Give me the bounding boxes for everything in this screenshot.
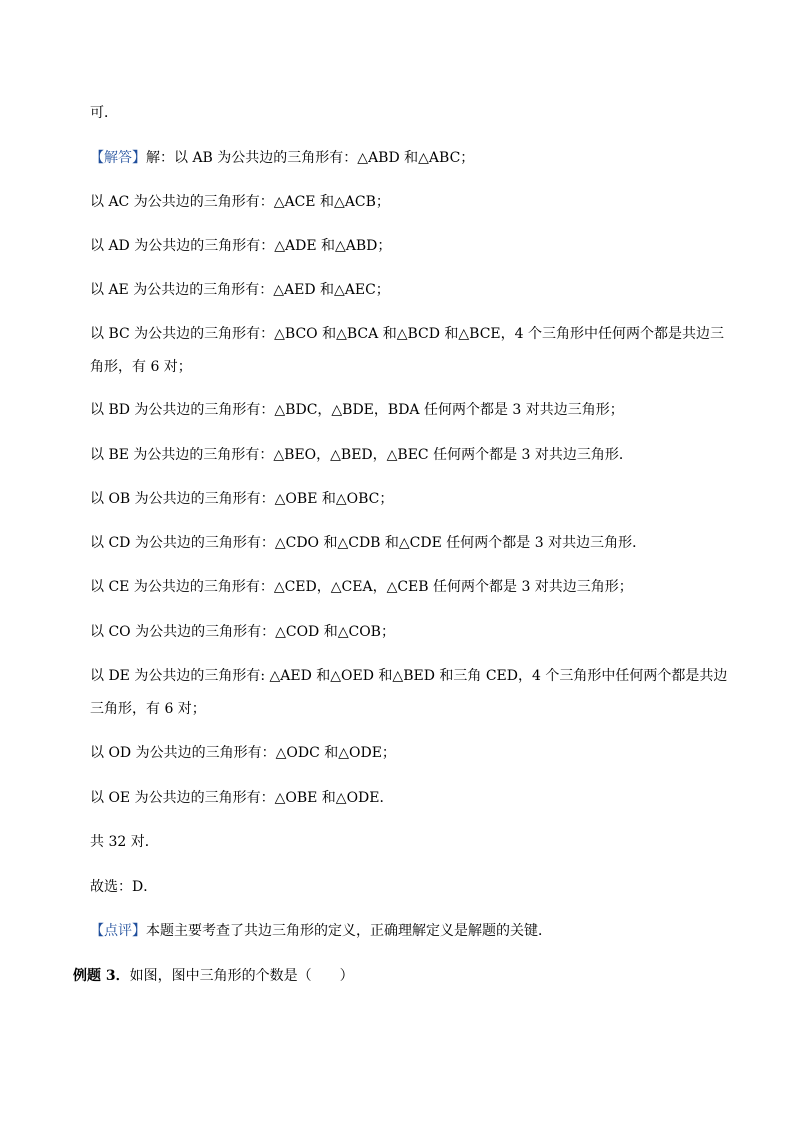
solution-line-oe: 以 OE 为公共边的三角形有：△OBE 和△ODE． <box>90 790 394 806</box>
example-title <box>73 966 354 986</box>
solution-line-ae: 以 AE 为公共边的三角形有：△AED 和△AEC； <box>90 282 390 298</box>
solution-line-ad: 以 AD 为公共边的三角形有：△ADE 和△ABD； <box>90 238 392 254</box>
solution-line-cd: 以 CD 为公共边的三角形有：△CDO 和△CDB 和△CDE 任何两个都是 3 对共边三角形． <box>90 535 647 551</box>
example-label: 例题 3． <box>73 968 130 984</box>
answer-tag: 【解答】 <box>90 150 146 166</box>
comment-tag: 【点评】 <box>90 923 146 939</box>
solution-line-ce: 以 CE 为公共边的三角形有：△CED，△CEA，△CEB 任何两个都是 3 对共边三角形； <box>90 579 633 595</box>
answer-line: 【解答】解：以 AB 为公共边的三角形有：△ABD 和△ABC； <box>90 150 475 166</box>
solution-line-bc: 以 BC 为公共边的三角形有：△BCO 和△BCA 和△BCD 和△BCE，4 个三角形中任何两个都是共边三角形，有 6 对； <box>90 326 725 375</box>
solution-line-ob: 以 OB 为公共边的三角形有：△OBE 和△OBC； <box>90 491 394 507</box>
solution-line-bd: 以 BD 为公共边的三角形有：△BDC，△BDE，BDA 任何两个都是 3 对共边三角形； <box>90 402 624 418</box>
solution-line-ac: 以 AC 为公共边的三角形有：△ACE 和△ACB； <box>90 194 390 210</box>
total-line: 共 32 对． <box>90 834 159 850</box>
comment-line: 【点评】本题主要考查了共边三角形的定义，正确理解定义是解题的关键． <box>90 923 552 939</box>
solution-line-co: 以 CO 为公共边的三角形有：△COD 和△COB； <box>90 624 395 640</box>
solution-line-od: 以 OD 为公共边的三角形有：△ODC 和△ODE； <box>90 745 396 761</box>
continuation-text: 可． <box>90 105 118 121</box>
example-question: 如图，图中三角形的个数是（ ） <box>129 968 354 984</box>
solution-line-be: 以 BE 为公共边的三角形有：△BEO，△BED，△BEC 任何两个都是 3 对共边三角形． <box>90 447 633 463</box>
choice-line: 故选：D． <box>90 879 158 895</box>
solution-line-de: 以 DE 为公共边的三角形有: △AED 和△OED 和△BED 和三角 CED，4 个三角形中任何两个都是共边三角形，有 6 对； <box>90 668 728 717</box>
